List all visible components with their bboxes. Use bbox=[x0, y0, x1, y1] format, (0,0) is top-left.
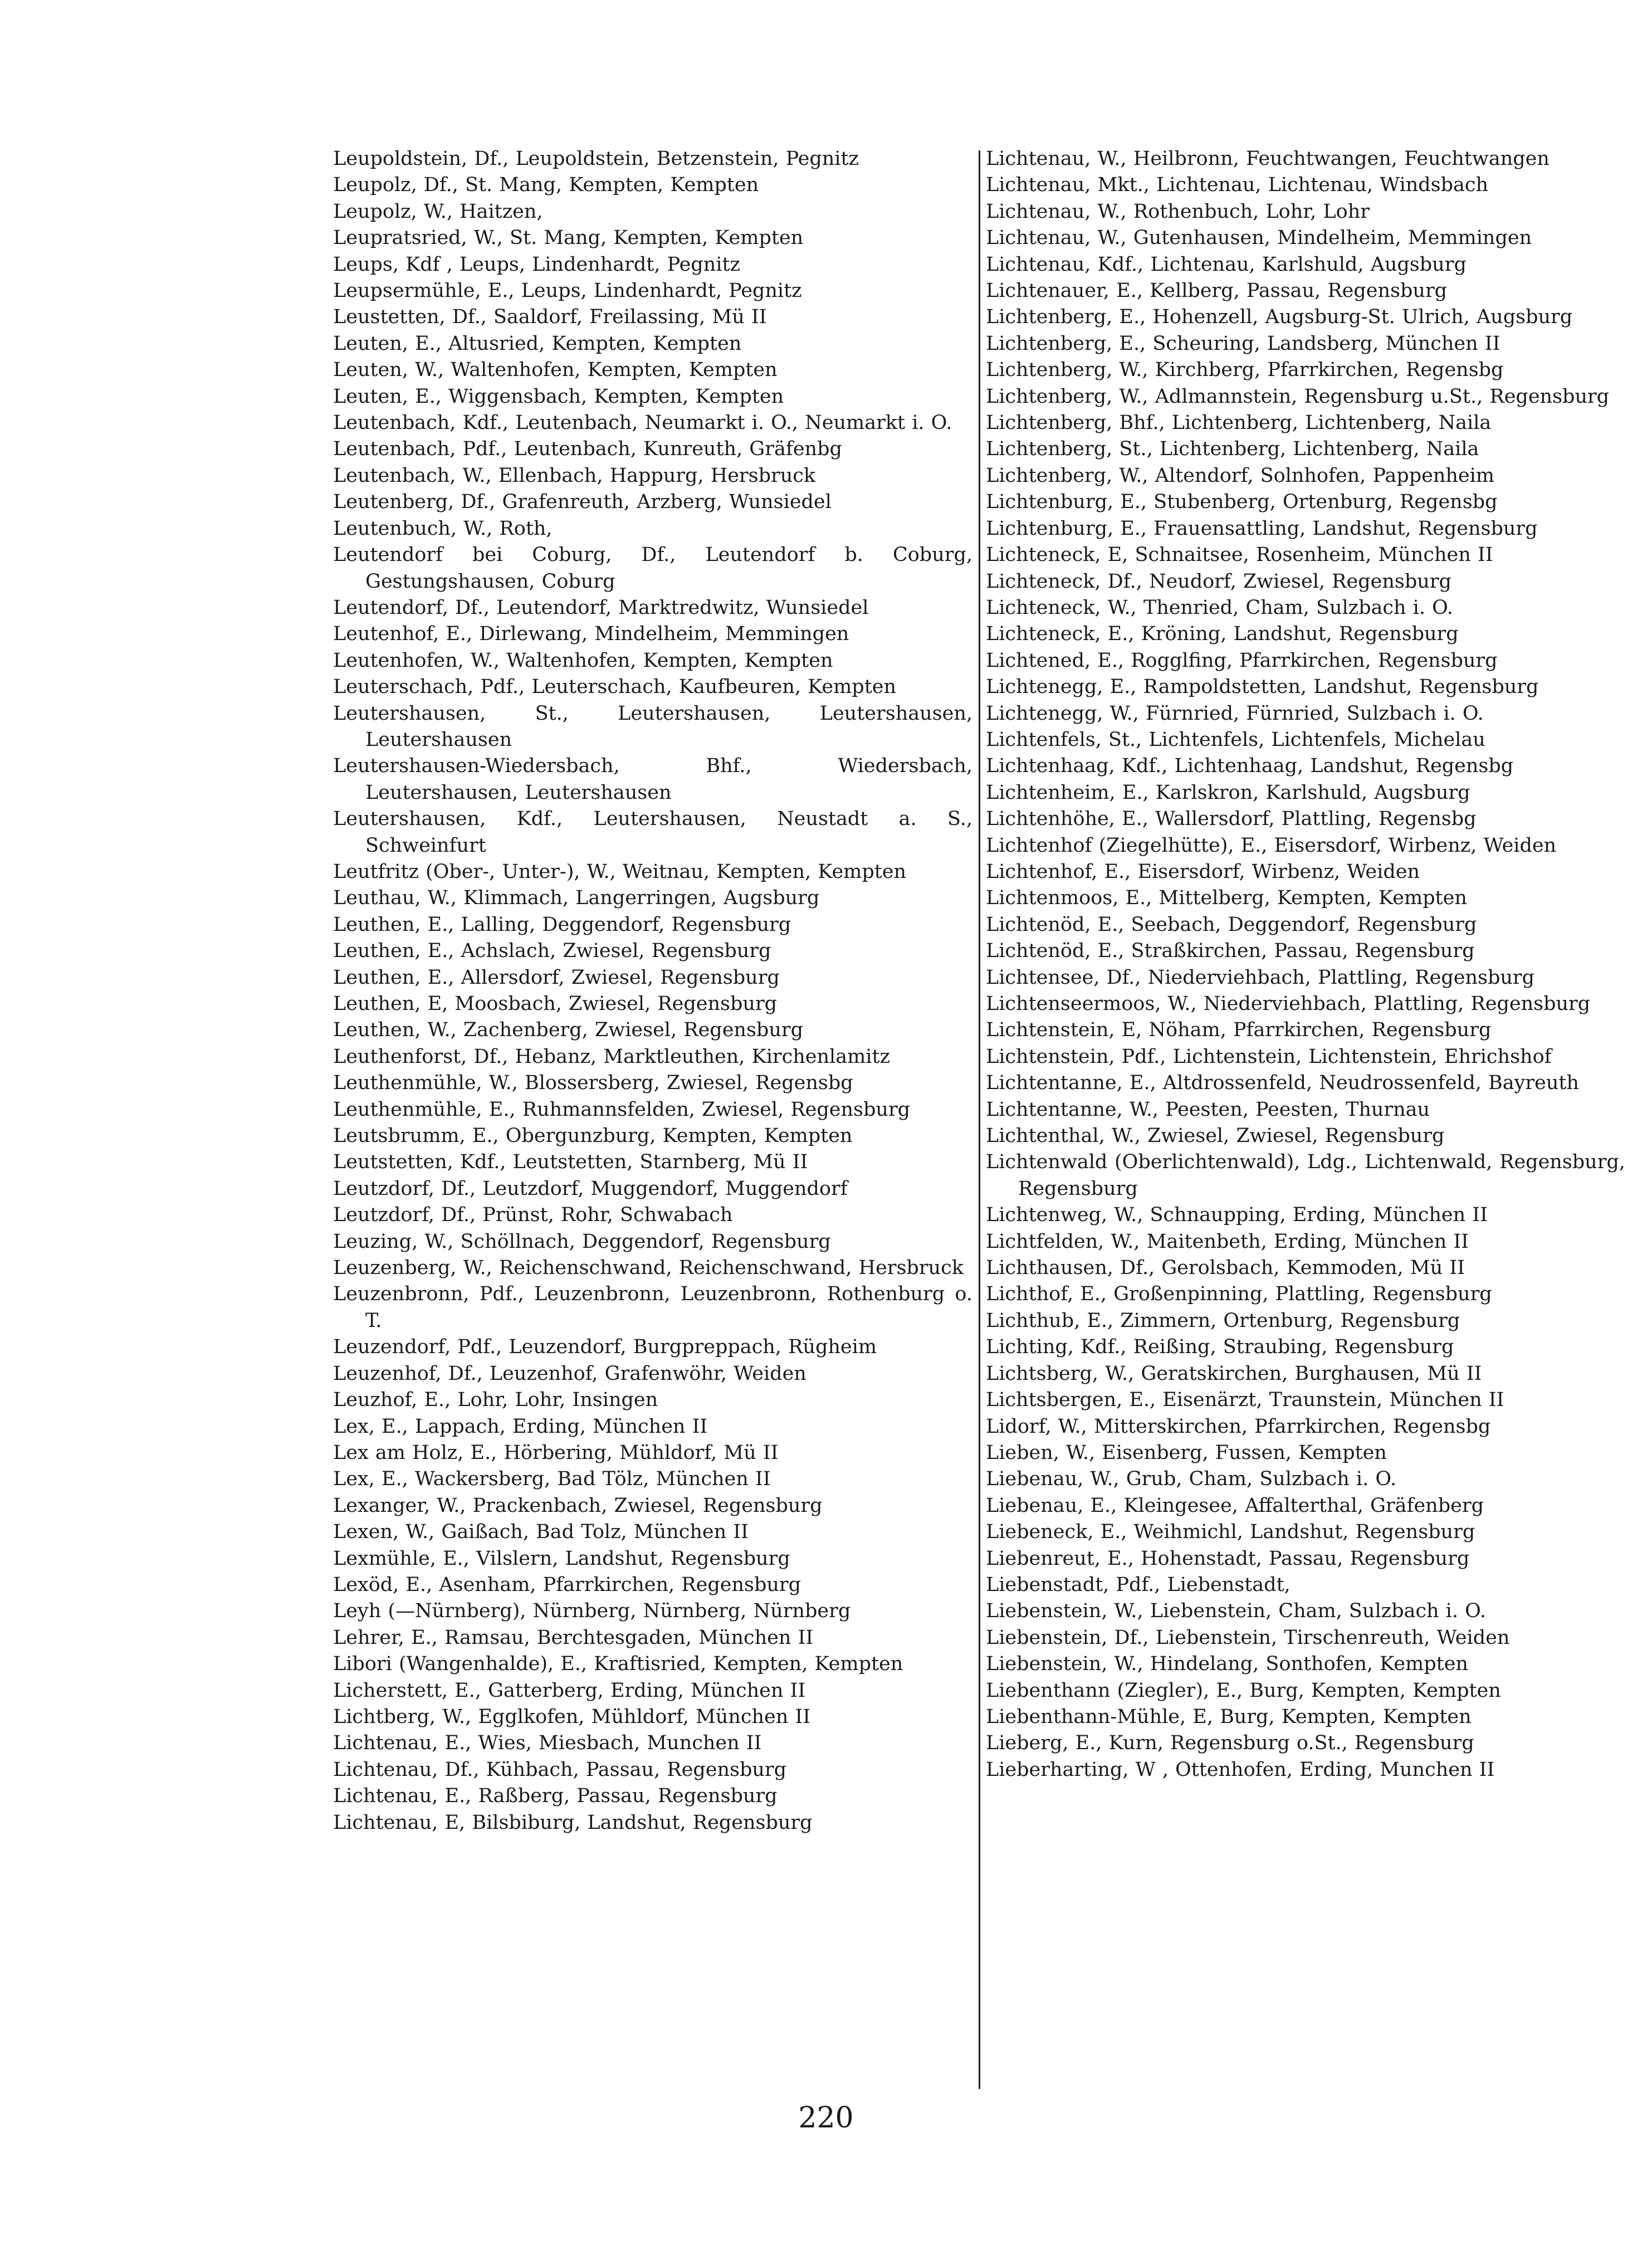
index-entry: Leuthenmühle, W., Blossersberg, Zwiesel, Regensbg bbox=[333, 1072, 853, 1095]
index-entry: Leuzenbronn, Pdf., Leuzenbronn, Leuzenbronn, Rothenburg o. T. bbox=[333, 1283, 972, 1332]
index-entry: Leups, Kdf , Leups, Lindenhardt, Pegnitz bbox=[333, 253, 740, 276]
index-entry: Lichtenöd, E., Straßkirchen, Passau, Regensburg bbox=[986, 940, 1475, 963]
index-entry: Lichteneck, W., Thenried, Cham, Sulzbach i. O. bbox=[986, 596, 1453, 619]
index-entry: Lichtenberg, W., Kirchberg, Pfarrkirchen, Regensbg bbox=[986, 359, 1504, 382]
index-entry: Lichthof, E., Großenpinning, Plattling, Regensburg bbox=[986, 1283, 1492, 1306]
index-entry: Licherstett, E., Gatterberg, Erding, München II bbox=[333, 1679, 806, 1702]
index-entry: Lieberg, E., Kurn, Regensburg o.St., Regensburg bbox=[986, 1732, 1474, 1755]
index-entry: Lehrer, E., Ramsau, Berchtesgaden, München II bbox=[333, 1626, 814, 1649]
index-entry: Leuthenmühle, E., Ruhmannsfelden, Zwiesel, Regensburg bbox=[333, 1098, 911, 1121]
index-entry: Lichtenau, W., Rothenbuch, Lohr, Lohr bbox=[986, 200, 1370, 223]
index-entry: Liebenreut, E., Hohenstadt, Passau, Regensburg bbox=[986, 1547, 1470, 1570]
right-column bbox=[986, 146, 1625, 1783]
index-entry: Libori (Wangenhalde), E., Kraftisried, Kempten, Kempten bbox=[333, 1653, 903, 1676]
index-entry: Lichtenau, Mkt., Lichtenau, Lichtenau, Windsbach bbox=[986, 174, 1489, 197]
index-entry: Leutenbach, Kdf., Leutenbach, Neumarkt i. O., Neumarkt i. O. bbox=[333, 412, 952, 435]
index-entry: Liebenstein, Df., Liebenstein, Tirschenreuth, Weiden bbox=[986, 1626, 1510, 1649]
index-entry: Leuzing, W., Schöllnach, Deggendorf, Regensburg bbox=[333, 1230, 831, 1253]
index-entry: Leuzhof, E., Lohr, Lohr, Insingen bbox=[333, 1389, 658, 1412]
index-entry: Leupolz, W., Haitzen, bbox=[333, 200, 543, 223]
index-entry: Lichteneck, E., Kröning, Landshut, Regensburg bbox=[986, 623, 1459, 646]
index-entry: Liebenthann-Mühle, E, Burg, Kempten, Kempten bbox=[986, 1705, 1472, 1728]
index-entry: Lichtenau, Kdf., Lichtenau, Karlshuld, Augsburg bbox=[986, 253, 1467, 276]
left-column bbox=[333, 146, 972, 1836]
index-entry: Leutenberg, Df., Grafenreuth, Arzberg, Wunsiedel bbox=[333, 491, 832, 514]
index-entry: Leutenhof, E., Dirlewang, Mindelheim, Memmingen bbox=[333, 623, 849, 646]
index-entry: Leutenbach, W., Ellenbach, Happurg, Hersbruck bbox=[333, 464, 816, 487]
index-entry: Lexen, W., Gaißach, Bad Tolz, München II bbox=[333, 1521, 749, 1544]
index-entry: Lichtenhof (Ziegelhütte), E., Eisersdorf, Wirbenz, Weiden bbox=[986, 834, 1557, 857]
index-entry: Lichtenau, W., Heilbronn, Feuchtwangen, Feuchtwangen bbox=[986, 148, 1550, 170]
index-entry: Leutzdorf, Df., Prünst, Rohr, Schwabach bbox=[333, 1204, 733, 1227]
index-entry: Leuten, E., Altusried, Kempten, Kempten bbox=[333, 332, 742, 355]
index-entry: Lichtentanne, E., Altdrossenfeld, Neudrossenfeld, Bayreuth bbox=[986, 1072, 1579, 1095]
index-entry: Leuthau, W., Klimmach, Langerringen, Augsburg bbox=[333, 887, 820, 910]
index-entry: Leuthen, W., Zachenberg, Zwiesel, Regensburg bbox=[333, 1019, 803, 1042]
index-entry: Lichtenberg, Bhf., Lichtenberg, Lichtenberg, Naila bbox=[986, 412, 1492, 435]
index-entry: Leutenbach, Pdf., Leutenbach, Kunreuth, Gräfenbg bbox=[333, 438, 842, 461]
index-entry: Leyh (—Nürnberg), Nürnberg, Nürnberg, Nürnberg bbox=[333, 1600, 851, 1623]
index-entry: Lichtenmoos, E., Mittelberg, Kempten, Kempten bbox=[986, 887, 1467, 910]
index-entry: Lichtfelden, W., Maitenbeth, Erding, München II bbox=[986, 1230, 1469, 1253]
index-entry: Lichtsbergen, E., Eisenärzt, Traunstein, München II bbox=[986, 1389, 1504, 1412]
index-entry: Lichtenegg, W., Fürnried, Fürnried, Sulzbach i. O. bbox=[986, 702, 1484, 725]
index-entry: Leupolz, Df., St. Mang, Kempten, Kempten bbox=[333, 174, 759, 197]
index-entry: Leuzenberg, W., Reichenschwand, Reichenschwand, Hersbruck bbox=[333, 1257, 964, 1280]
index-entry: Lichtenau, Df., Kühbach, Passau, Regensburg bbox=[333, 1758, 787, 1781]
index-entry: Leustetten, Df., Saaldorf, Freilassing, Mü II bbox=[333, 306, 767, 329]
index-entry: Leutenbuch, W., Roth, bbox=[333, 517, 553, 540]
index-entry: Leuthen, E., Allersdorf, Zwiesel, Regensburg bbox=[333, 966, 780, 989]
index-entry: Leupoldstein, Df., Leupoldstein, Betzenstein, Pegnitz bbox=[333, 148, 859, 170]
index-entry: Leutendorf bei Coburg, Df., Leutendorf b. Coburg, Gestungshausen, Coburg bbox=[333, 544, 972, 593]
index-entry: Liebenstein, W., Hindelang, Sonthofen, Kempten bbox=[986, 1653, 1468, 1676]
index-entry: Lichtened, E., Rogglfing, Pfarrkirchen, Regensburg bbox=[986, 649, 1498, 672]
index-entry: Leutershausen-Wiedersbach, Bhf., Wiedersbach, Leutershausen, Leutershausen bbox=[333, 755, 972, 804]
index-entry: Lichthausen, Df., Gerolsbach, Kemmoden, Mü II bbox=[986, 1257, 1465, 1280]
index-entry: Leutzdorf, Df., Leutzdorf, Muggendorf, Muggendorf bbox=[333, 1177, 848, 1200]
index-entry: Lichtenburg, E., Frauensattling, Landshut, Regensburg bbox=[986, 517, 1538, 540]
index-entry: Lichtenberg, W., Adlmannstein, Regensburg u.St., Regensburg bbox=[986, 385, 1610, 408]
index-entry: Leuthen, E., Achslach, Zwiesel, Regensburg bbox=[333, 940, 771, 963]
index-entry: Leuten, E., Wiggensbach, Kempten, Kempten bbox=[333, 385, 784, 408]
index-entry: Leuthen, E, Moosbach, Zwiesel, Regensburg bbox=[333, 993, 778, 1015]
index-entry: Lichtenhaag, Kdf., Lichtenhaag, Landshut, Regensbg bbox=[986, 755, 1514, 778]
index-entry: Lieben, W., Eisenberg, Fussen, Kempten bbox=[986, 1441, 1387, 1464]
index-entry: Leutstetten, Kdf., Leutstetten, Starnberg, Mü II bbox=[333, 1151, 808, 1174]
index-entry: Lexmühle, E., Vilslern, Landshut, Regensburg bbox=[333, 1547, 790, 1570]
index-entry: Lichtenau, E., Wies, Miesbach, Munchen II bbox=[333, 1732, 762, 1755]
index-entry: Lichtenweg, W., Schnaupping, Erding, München II bbox=[986, 1204, 1488, 1227]
index-entry: Leuthenforst, Df., Hebanz, Marktleuthen, Kirchenlamitz bbox=[333, 1045, 890, 1068]
index-entry: Lichthub, E., Zimmern, Ortenburg, Regensburg bbox=[986, 1309, 1460, 1332]
index-entry: Lichtenberg, E., Scheuring, Landsberg, München II bbox=[986, 332, 1501, 355]
index-entry: Leuten, W., Waltenhofen, Kempten, Kempten bbox=[333, 359, 778, 382]
index-entry: Lexöd, E., Asenham, Pfarrkirchen, Regensburg bbox=[333, 1573, 801, 1596]
index-entry: Leuzendorf, Pdf., Leuzendorf, Burgpreppach, Rügheim bbox=[333, 1336, 877, 1359]
index-entry: Lichtenburg, E., Stubenberg, Ortenburg, Regensbg bbox=[986, 491, 1498, 514]
index-entry: Lichtenfels, St., Lichtenfels, Lichtenfels, Michelau bbox=[986, 728, 1485, 751]
index-entry: Lichtsberg, W., Geratskirchen, Burghausen, Mü II bbox=[986, 1362, 1482, 1385]
index-entry: Lichteneck, E, Schnaitsee, Rosenheim, München II bbox=[986, 544, 1493, 567]
index-entry: Leuthen, E., Lalling, Deggendorf, Regensburg bbox=[333, 913, 791, 936]
index-entry: Lichtenheim, E., Karlskron, Karlshuld, Augsburg bbox=[986, 781, 1470, 804]
index-entry: Leutershausen, St., Leutershausen, Leutershausen, Leutershausen bbox=[333, 702, 972, 751]
index-entry: Lichtensee, Df., Niederviehbach, Plattling, Regensburg bbox=[986, 966, 1535, 989]
index-entry: Lichtenseermoos, W., Niederviehbach, Plattling, Regensburg bbox=[986, 993, 1591, 1015]
index-entry: Liebenau, E., Kleingesee, Affalterthal, Gräfenberg bbox=[986, 1494, 1484, 1517]
index-entry: Lichtenstein, Pdf., Lichtenstein, Lichtenstein, Ehrichshof bbox=[986, 1045, 1552, 1068]
index-entry: Lichtentanne, W., Peesten, Peesten, Thurnau bbox=[986, 1098, 1430, 1121]
index-entry: Leutershausen, Kdf., Leutershausen, Neustadt a. S., Schweinfurt bbox=[333, 808, 972, 857]
index-entry: Lichtberg, W., Egglkofen, Mühldorf, München II bbox=[333, 1705, 811, 1728]
index-entry: Lexanger, W., Prackenbach, Zwiesel, Regensburg bbox=[333, 1494, 823, 1517]
index-entry: Leupratsried, W., St. Mang, Kempten, Kempten bbox=[333, 227, 804, 250]
index-entry: Leupsermühle, E., Leups, Lindenhardt, Pegnitz bbox=[333, 280, 802, 302]
index-entry: Lichtenwald (Oberlichtenwald), Ldg., Lichtenwald, Regensburg, Regensburg bbox=[986, 1151, 1625, 1200]
index-entry: Leutendorf, Df., Leutendorf, Marktredwitz, Wunsiedel bbox=[333, 596, 869, 619]
index-entry: Leutsbrumm, E., Obergunzburg, Kempten, Kempten bbox=[333, 1125, 853, 1148]
index-entry: Lichtenau, E, Bilsbiburg, Landshut, Regensburg bbox=[333, 1811, 813, 1834]
index-entry: Leutfritz (Ober-, Unter-), W., Weitnau, Kempten, Kempten bbox=[333, 860, 907, 883]
index-entry: Leutenhofen, W., Waltenhofen, Kempten, Kempten bbox=[333, 649, 833, 672]
index-entry: Lidorf, W., Mitterskirchen, Pfarrkirchen, Regensbg bbox=[986, 1415, 1491, 1438]
index-entry: Lichtenberg, W., Altendorf, Solnhofen, Pappenheim bbox=[986, 464, 1494, 487]
index-entry: Liebenstein, W., Liebenstein, Cham, Sulzbach i. O. bbox=[986, 1600, 1486, 1623]
index-entry: Liebenstadt, Pdf., Liebenstadt, bbox=[986, 1573, 1291, 1596]
index-entry: Lichtenau, E., Raßberg, Passau, Regensburg bbox=[333, 1785, 778, 1808]
index-entry: Liebenthann (Ziegler), E., Burg, Kempten, Kempten bbox=[986, 1679, 1501, 1702]
index-entry: Leuzenhof, Df., Leuzenhof, Grafenwöhr, Weiden bbox=[333, 1362, 807, 1385]
index-entry: Lichtenöd, E., Seebach, Deggendorf, Regensburg bbox=[986, 913, 1477, 936]
index-entry: Lichtenberg, E., Hohenzell, Augsburg-St. Ulrich, Augsburg bbox=[986, 306, 1573, 329]
index-entry: Lichtenau, W., Gutenhausen, Mindelheim, Memmingen bbox=[986, 227, 1532, 250]
index-entry: Lex, E., Lappach, Erding, München II bbox=[333, 1415, 708, 1438]
index-entry: Lichtenberg, St., Lichtenberg, Lichtenberg, Naila bbox=[986, 438, 1479, 461]
index-entry: Lichtenegg, E., Rampoldstetten, Landshut, Regensburg bbox=[986, 676, 1539, 699]
index-entry: Liebeneck, E., Weihmichl, Landshut, Regensburg bbox=[986, 1521, 1475, 1544]
index-entry: Lieberharting, W , Ottenhofen, Erding, Munchen II bbox=[986, 1758, 1495, 1781]
page-number: 220 bbox=[798, 2101, 854, 2135]
index-entry: Lichtenhöhe, E., Wallersdorf, Plattling, Regensbg bbox=[986, 808, 1477, 831]
column-divider bbox=[979, 150, 980, 2089]
index-entry: Lichting, Kdf., Reißing, Straubing, Regensburg bbox=[986, 1336, 1454, 1359]
index-entry: Lex am Holz, E., Hörbering, Mühldorf, Mü II bbox=[333, 1441, 779, 1464]
index-entry: Liebenau, W., Grub, Cham, Sulzbach i. O. bbox=[986, 1468, 1397, 1491]
index-entry: Lichtenhof, E., Eisersdorf, Wirbenz, Weiden bbox=[986, 860, 1420, 883]
index-entry: Lichtenauer, E., Kellberg, Passau, Regensburg bbox=[986, 280, 1448, 302]
index-entry: Lichtenstein, E, Nöham, Pfarrkirchen, Regensburg bbox=[986, 1019, 1492, 1042]
index-entry: Lichteneck, Df., Neudorf, Zwiesel, Regensburg bbox=[986, 570, 1451, 593]
index-entry: Lex, E., Wackersberg, Bad Tölz, München II bbox=[333, 1468, 771, 1491]
index-entry: Lichtenthal, W., Zwiesel, Zwiesel, Regensburg bbox=[986, 1125, 1445, 1148]
index-entry: Leuterschach, Pdf., Leuterschach, Kaufbeuren, Kempten bbox=[333, 676, 897, 699]
